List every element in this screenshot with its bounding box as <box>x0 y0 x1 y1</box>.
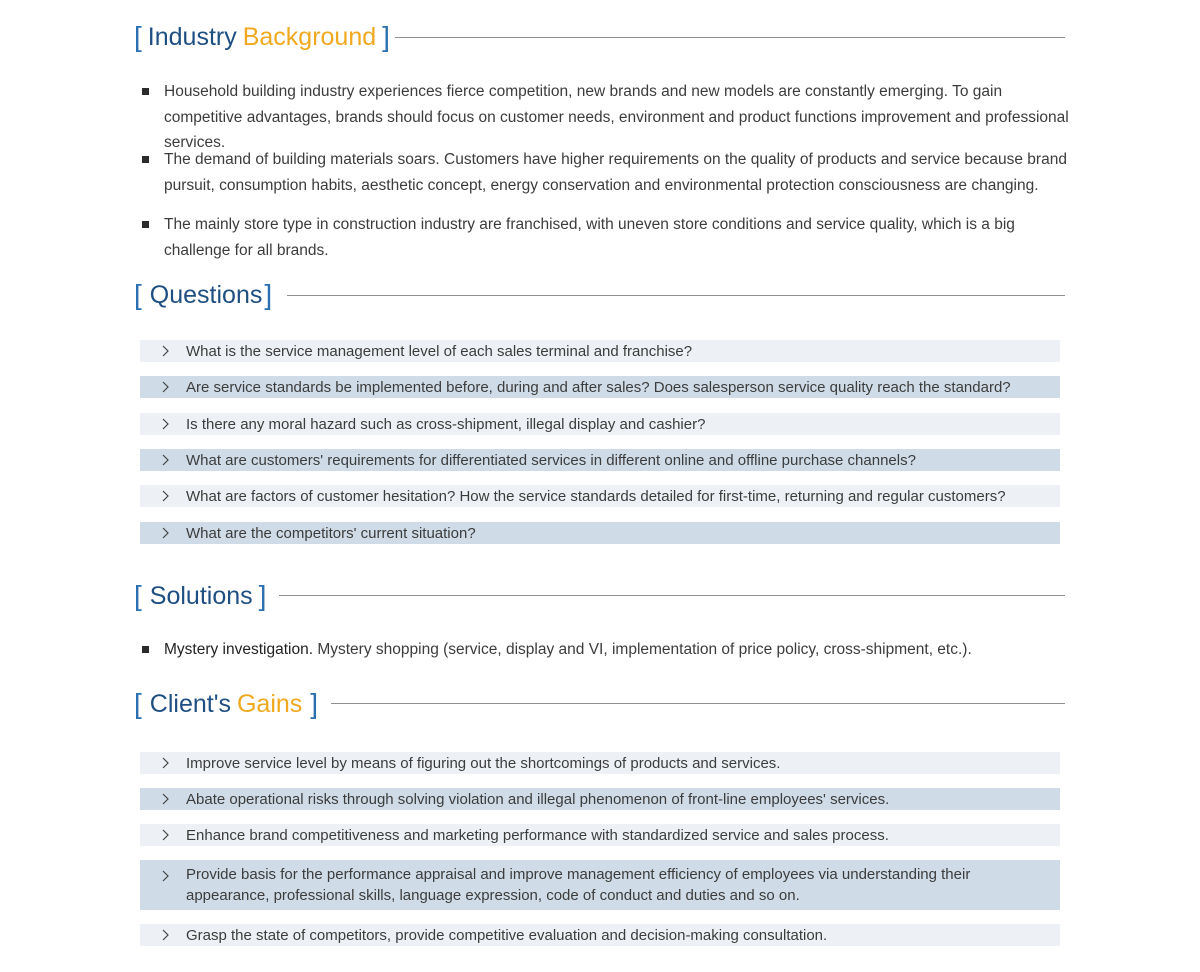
square-bullet-icon <box>142 221 149 228</box>
solution-text: Mystery shopping (service, display and VI, implementation of price policy, cross-shipment, etc.). <box>313 641 972 658</box>
bracket-open: [ <box>134 688 142 719</box>
solution-item-1 <box>140 637 1070 663</box>
title-word-1: Client's <box>149 689 231 718</box>
square-bullet-icon <box>142 156 149 163</box>
question-row-1 <box>140 340 1060 362</box>
chevron-right-icon <box>160 381 172 393</box>
title-word-2: Background <box>242 22 377 51</box>
gain-text: Improve service level by means of figuring out the shortcomings of products and services. <box>186 754 781 772</box>
title-word-1: Solutions <box>149 581 253 610</box>
background-item-text: The mainly store type in construction industry are franchised, with uneven store conditions and service quality, which is a big challenge for all brands. <box>164 216 1015 259</box>
bracket-open: [ <box>134 21 142 52</box>
gain-row-5 <box>140 924 1060 946</box>
question-text: What are factors of customer hesitation? How the service standards detailed for first-time, returning and regular customers? <box>186 487 1006 505</box>
question-text: Are service standards be implemented before, during and after sales? Does salesperson service quality reach the standard? <box>186 378 1011 396</box>
section-title-industry-background <box>134 20 390 54</box>
bracket-open: [ <box>134 279 142 310</box>
question-text: What is the service management level of each sales terminal and franchise? <box>186 342 693 360</box>
question-row-4 <box>140 449 1060 471</box>
bracket-close: ] <box>264 279 273 310</box>
chevron-right-icon <box>160 490 172 502</box>
gain-text: Enhance brand competitiveness and marketing performance with standardized service and sales process. <box>186 826 889 844</box>
title-word-1: Questions <box>149 280 263 309</box>
chevron-right-icon <box>160 454 172 466</box>
section-divider <box>287 295 1065 296</box>
title-word-2: Gains <box>236 689 303 718</box>
bracket-close: ] <box>382 21 390 52</box>
question-text: What are the competitors' current situation? <box>186 524 476 542</box>
bracket-close: ] <box>310 688 319 719</box>
chevron-right-icon <box>160 757 172 769</box>
chevron-right-icon <box>160 929 172 941</box>
background-item-2 <box>140 147 1070 198</box>
title-word-1: Industry <box>147 22 237 51</box>
section-divider <box>279 595 1065 596</box>
chevron-right-icon <box>160 870 172 882</box>
question-row-5 <box>140 485 1060 507</box>
gain-row-4 <box>140 860 1060 910</box>
bracket-open: [ <box>134 580 142 611</box>
gain-text: Provide basis for the performance appraisal and improve management efficiency of employees via understanding their appearance, professional skills, language expression, code of conduct and duties and so on. <box>186 866 971 904</box>
square-bullet-icon <box>142 646 149 653</box>
chevron-right-icon <box>160 418 172 430</box>
question-text: What are customers' requirements for differentiated services in different online and offline purchase channels? <box>186 451 916 469</box>
bracket-close: ] <box>258 580 267 611</box>
background-item-text: Household building industry experiences fierce competition, new brands and new models are constantly emerging. To gain competitive advantages, brands should focus on customer needs, environment and product functions improvement and professional services. <box>164 83 1069 151</box>
section-title-clients-gains <box>134 687 318 721</box>
question-row-3 <box>140 413 1060 435</box>
question-row-2 <box>140 376 1060 398</box>
question-row-6 <box>140 522 1060 544</box>
gain-text: Abate operational risks through solving violation and illegal phenomenon of front-line employees' services. <box>186 790 890 808</box>
chevron-right-icon <box>160 527 172 539</box>
gain-row-2 <box>140 788 1060 810</box>
chevron-right-icon <box>160 829 172 841</box>
gain-text: Grasp the state of competitors, provide competitive evaluation and decision-making consultation. <box>186 926 828 944</box>
section-title-questions <box>134 278 272 312</box>
section-title-solutions <box>134 579 266 613</box>
section-divider <box>395 37 1065 38</box>
solution-lead: Mystery investigation. <box>164 641 314 658</box>
background-item-1 <box>140 79 1070 156</box>
section-divider <box>331 703 1065 704</box>
background-item-text: The demand of building materials soars. Customers have higher requirements on the quality of products and service because brand pursuit, consumption habits, aesthetic concept, energy conservation and environmental protection consciousness are changing. <box>164 151 1067 194</box>
chevron-right-icon <box>160 793 172 805</box>
square-bullet-icon <box>142 88 149 95</box>
chevron-right-icon <box>160 345 172 357</box>
gain-row-1 <box>140 752 1060 774</box>
question-text: Is there any moral hazard such as cross-shipment, illegal display and cashier? <box>186 415 706 433</box>
background-item-3 <box>140 212 1070 263</box>
gain-row-3 <box>140 824 1060 846</box>
